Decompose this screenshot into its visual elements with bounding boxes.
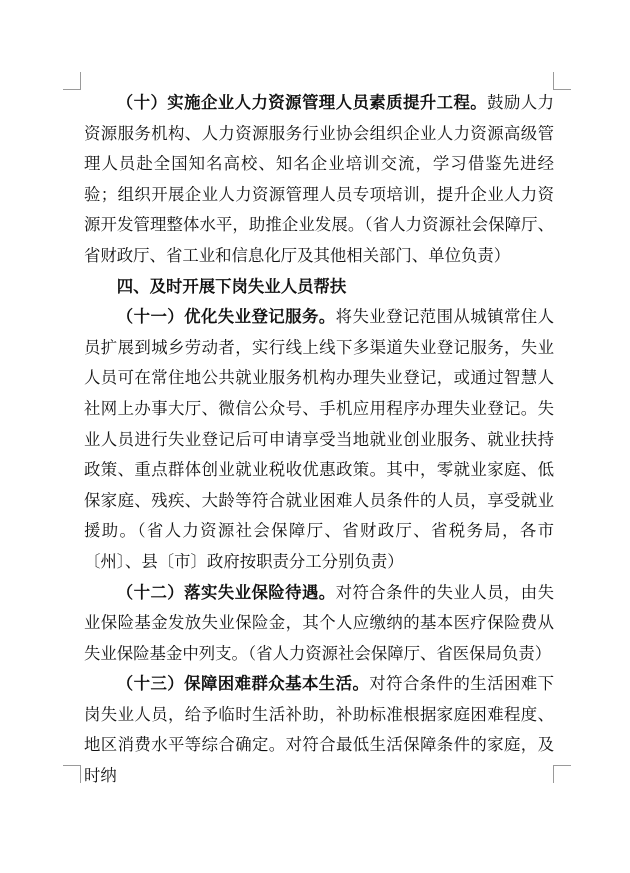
paragraph-12	[84, 578, 554, 670]
paragraph-11	[84, 302, 554, 577]
paragraph-10-body: 鼓励人力资源服务机构、人力资源服务行业协会组织企业人力资源高级管理人员赴全国知名高校、知名企业培训交流，学习借鉴先进经验；组织开展企业人力资源管理人员专项培训，提升企业人力资源开发管理整体水平，助推企业发展。（省人力资源社会保障厅、省财政厅、省工业和信息化厅及其他相关部门、单位负责）	[84, 93, 555, 265]
paragraph-12-lead: （十二）落实失业保险待遇。	[116, 582, 336, 602]
paragraph-13-body: 对符合条件的生活困难下岗失业人员，给予临时生活补助，补助标准根据家庭困难程度、地区消费水平等综合确定。对符合最低生活保障条件的家庭，及时纳	[84, 674, 555, 786]
paragraph-13	[84, 669, 554, 791]
crop-mark-bottom-left	[63, 765, 81, 783]
crop-mark-top-left	[63, 72, 81, 90]
crop-mark-top-right	[553, 72, 571, 90]
document-body	[84, 88, 554, 792]
paragraph-10-lead: （十）实施企业人力资源管理人员素质提升工程。	[116, 93, 488, 112]
paragraph-10	[84, 88, 554, 272]
paragraph-13-lead: （十三）保障困难群众基本生活。	[116, 674, 370, 694]
paragraph-12-body: 对符合条件的失业人员，由失业保险基金发放失业保险金，其个人应缴纳的基本医疗保险费从失业保险基金中列支。（省人力资源社会保障厅、省医保局负责）	[84, 582, 555, 663]
paragraph-11-lead: （十一）优化失业登记服务。	[116, 307, 336, 327]
section-heading-4: 四、及时开展下岗失业人员帮扶	[116, 276, 347, 296]
crop-mark-bottom-right	[553, 765, 571, 783]
paragraph-11-body: 将失业登记范围从城镇常住人员扩展到城乡劳动者，实行线上线下多渠道失业登记服务，失业人员可在常住地公共就业服务机构办理失业登记，或通过智慧人社网上办事大厅、微信公众号、手机应用程序办理失业登记。失业人员进行失业登记后可申请享受当地就业创业服务、就业扶持政策、重点群体创业就业税收优惠政策。其中，零就业家庭、低保家庭、残疾、大龄等符合就业困难人员条件的人员，享受就业援助。（省人力资源社会保障厅、省财政厅、省税务局，各市〔州〕、县〔市〕政府按职责分工分别负责）	[84, 307, 555, 571]
